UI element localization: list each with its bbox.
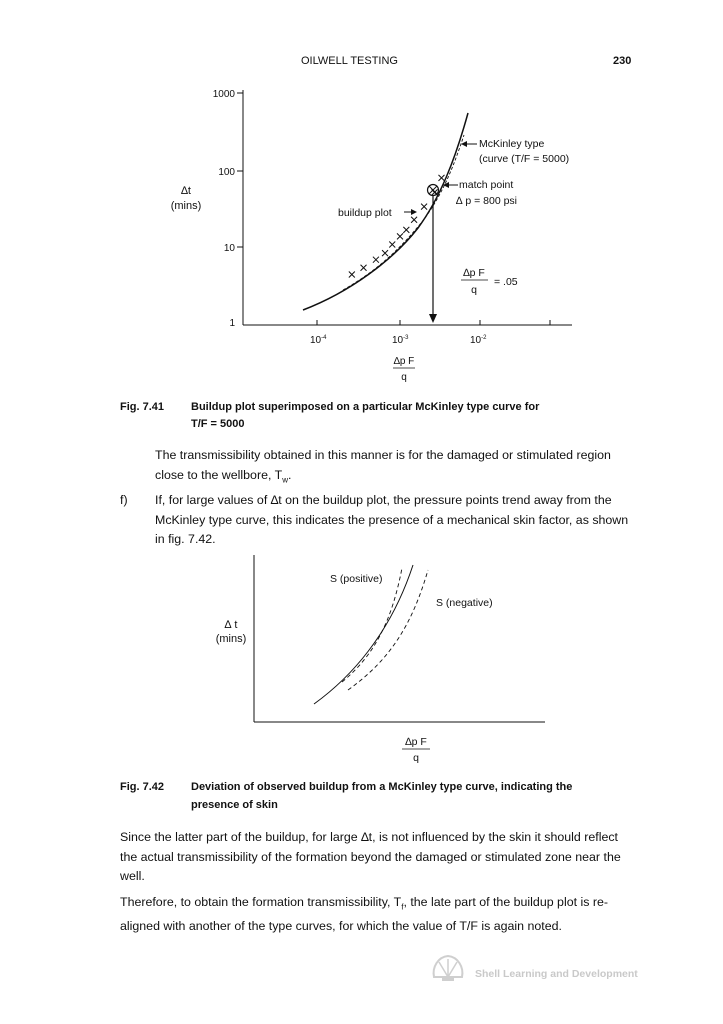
ratio-value: = .05	[494, 276, 518, 288]
mckinley-label-line1: McKinley type	[479, 138, 545, 150]
running-header: OILWELL TESTING	[301, 55, 398, 67]
y-axis-unit: (mins)	[170, 200, 202, 212]
buildup-plot-label: buildup plot	[338, 207, 392, 219]
y-axis-label: ∆ t	[224, 619, 238, 631]
y-tick-label: 100	[218, 167, 235, 178]
buildup-data-point	[397, 233, 403, 239]
x-axis-label-den: q	[413, 752, 419, 764]
match-point-label: match point	[459, 179, 514, 191]
figure-7-41	[0, 80, 723, 390]
arrow-right-icon	[411, 209, 417, 215]
fig-7-42-caption-label: Fig. 7.42	[120, 781, 165, 793]
fig-7-42-caption-line2: presence of skin	[191, 799, 278, 811]
y-axis-unit: (mins)	[215, 633, 247, 645]
x-tick-label: $10^{-4}$	[310, 335, 327, 346]
x-tick-label: $10^{-3}$	[392, 335, 409, 346]
fig-7-41-caption-line1: Buildup plot superimposed on a particular McKinley type curve for	[191, 401, 540, 413]
arrow-down-icon	[429, 314, 437, 323]
fig-7-41-caption-line2: T/F = 5000	[191, 418, 245, 430]
delta-p-label: ∆ p = 800 psi	[456, 195, 518, 207]
footer-brand: Shell Learning and Development	[475, 968, 638, 980]
paragraph-f: If, for large values of ∆t on the buildup plot, the pressure points trend away from the McKinley type curve, this indicates the presence of a mechanical skin factor, as shown in fig. 7.42.	[155, 493, 629, 546]
buildup-data-point	[382, 250, 388, 256]
buildup-data-point	[438, 175, 444, 181]
s-negative-label: S (negative)	[436, 597, 493, 609]
fig-7-42-caption-line1: Deviation of observed buildup from a McKinley type curve, indicating the	[191, 781, 573, 793]
x-axis-label-num: ∆p F	[405, 736, 427, 748]
arrow-left-icon	[461, 141, 467, 147]
y-tick-label: 10	[223, 243, 235, 254]
buildup-data-point	[421, 204, 427, 210]
buildup-plot-points	[349, 175, 445, 278]
fig-7-41-caption-label: Fig. 7.41	[120, 401, 165, 413]
mckinley-label-line2: (curve (T/F = 5000)	[479, 153, 570, 165]
paragraph-late-buildup: Since the latter part of the buildup, for large ∆t, is not influenced by the skin it should reflect the actual transmissibility of the formation beyond the damaged or stimulated zone near the well.	[120, 830, 621, 883]
paragraph-formation-transmissibility: Therefore, to obtain the formation transmissibility, $T_f$, the late part of the buildup plot is re-aligned with another of the type curves, for which the value of T/F is again noted.	[120, 895, 609, 933]
x-tick-label: $10^{-2}$	[470, 335, 487, 346]
ratio-den: q	[471, 284, 477, 296]
ratio-num: ∆p F	[463, 267, 485, 279]
buildup-data-point	[373, 257, 379, 263]
y-tick-label: 1000	[212, 89, 235, 100]
s-positive-label: S (positive)	[330, 573, 383, 585]
s-negative-curve	[348, 570, 428, 690]
page-number: 230	[613, 55, 632, 67]
x-axis-label-den: q	[401, 372, 407, 383]
y-axis-label: ∆t	[181, 185, 191, 197]
y-tick-label: 1	[229, 318, 235, 329]
list-label-f: f)	[120, 493, 128, 507]
x-axis-label-num: ∆p F	[393, 356, 415, 367]
figure-7-42	[0, 550, 723, 770]
paragraph-transmissibility: The transmissibility obtained in this manner is for the damaged or stimulated region close to the wellbore, $T_w$.	[155, 448, 611, 484]
buildup-data-point	[389, 242, 395, 248]
buildup-data-point	[411, 217, 417, 223]
buildup-data-point	[349, 272, 355, 278]
s-positive-curve	[342, 568, 402, 682]
buildup-data-point	[403, 227, 409, 233]
buildup-data-point	[361, 265, 367, 271]
shell-logo-icon	[430, 953, 466, 983]
